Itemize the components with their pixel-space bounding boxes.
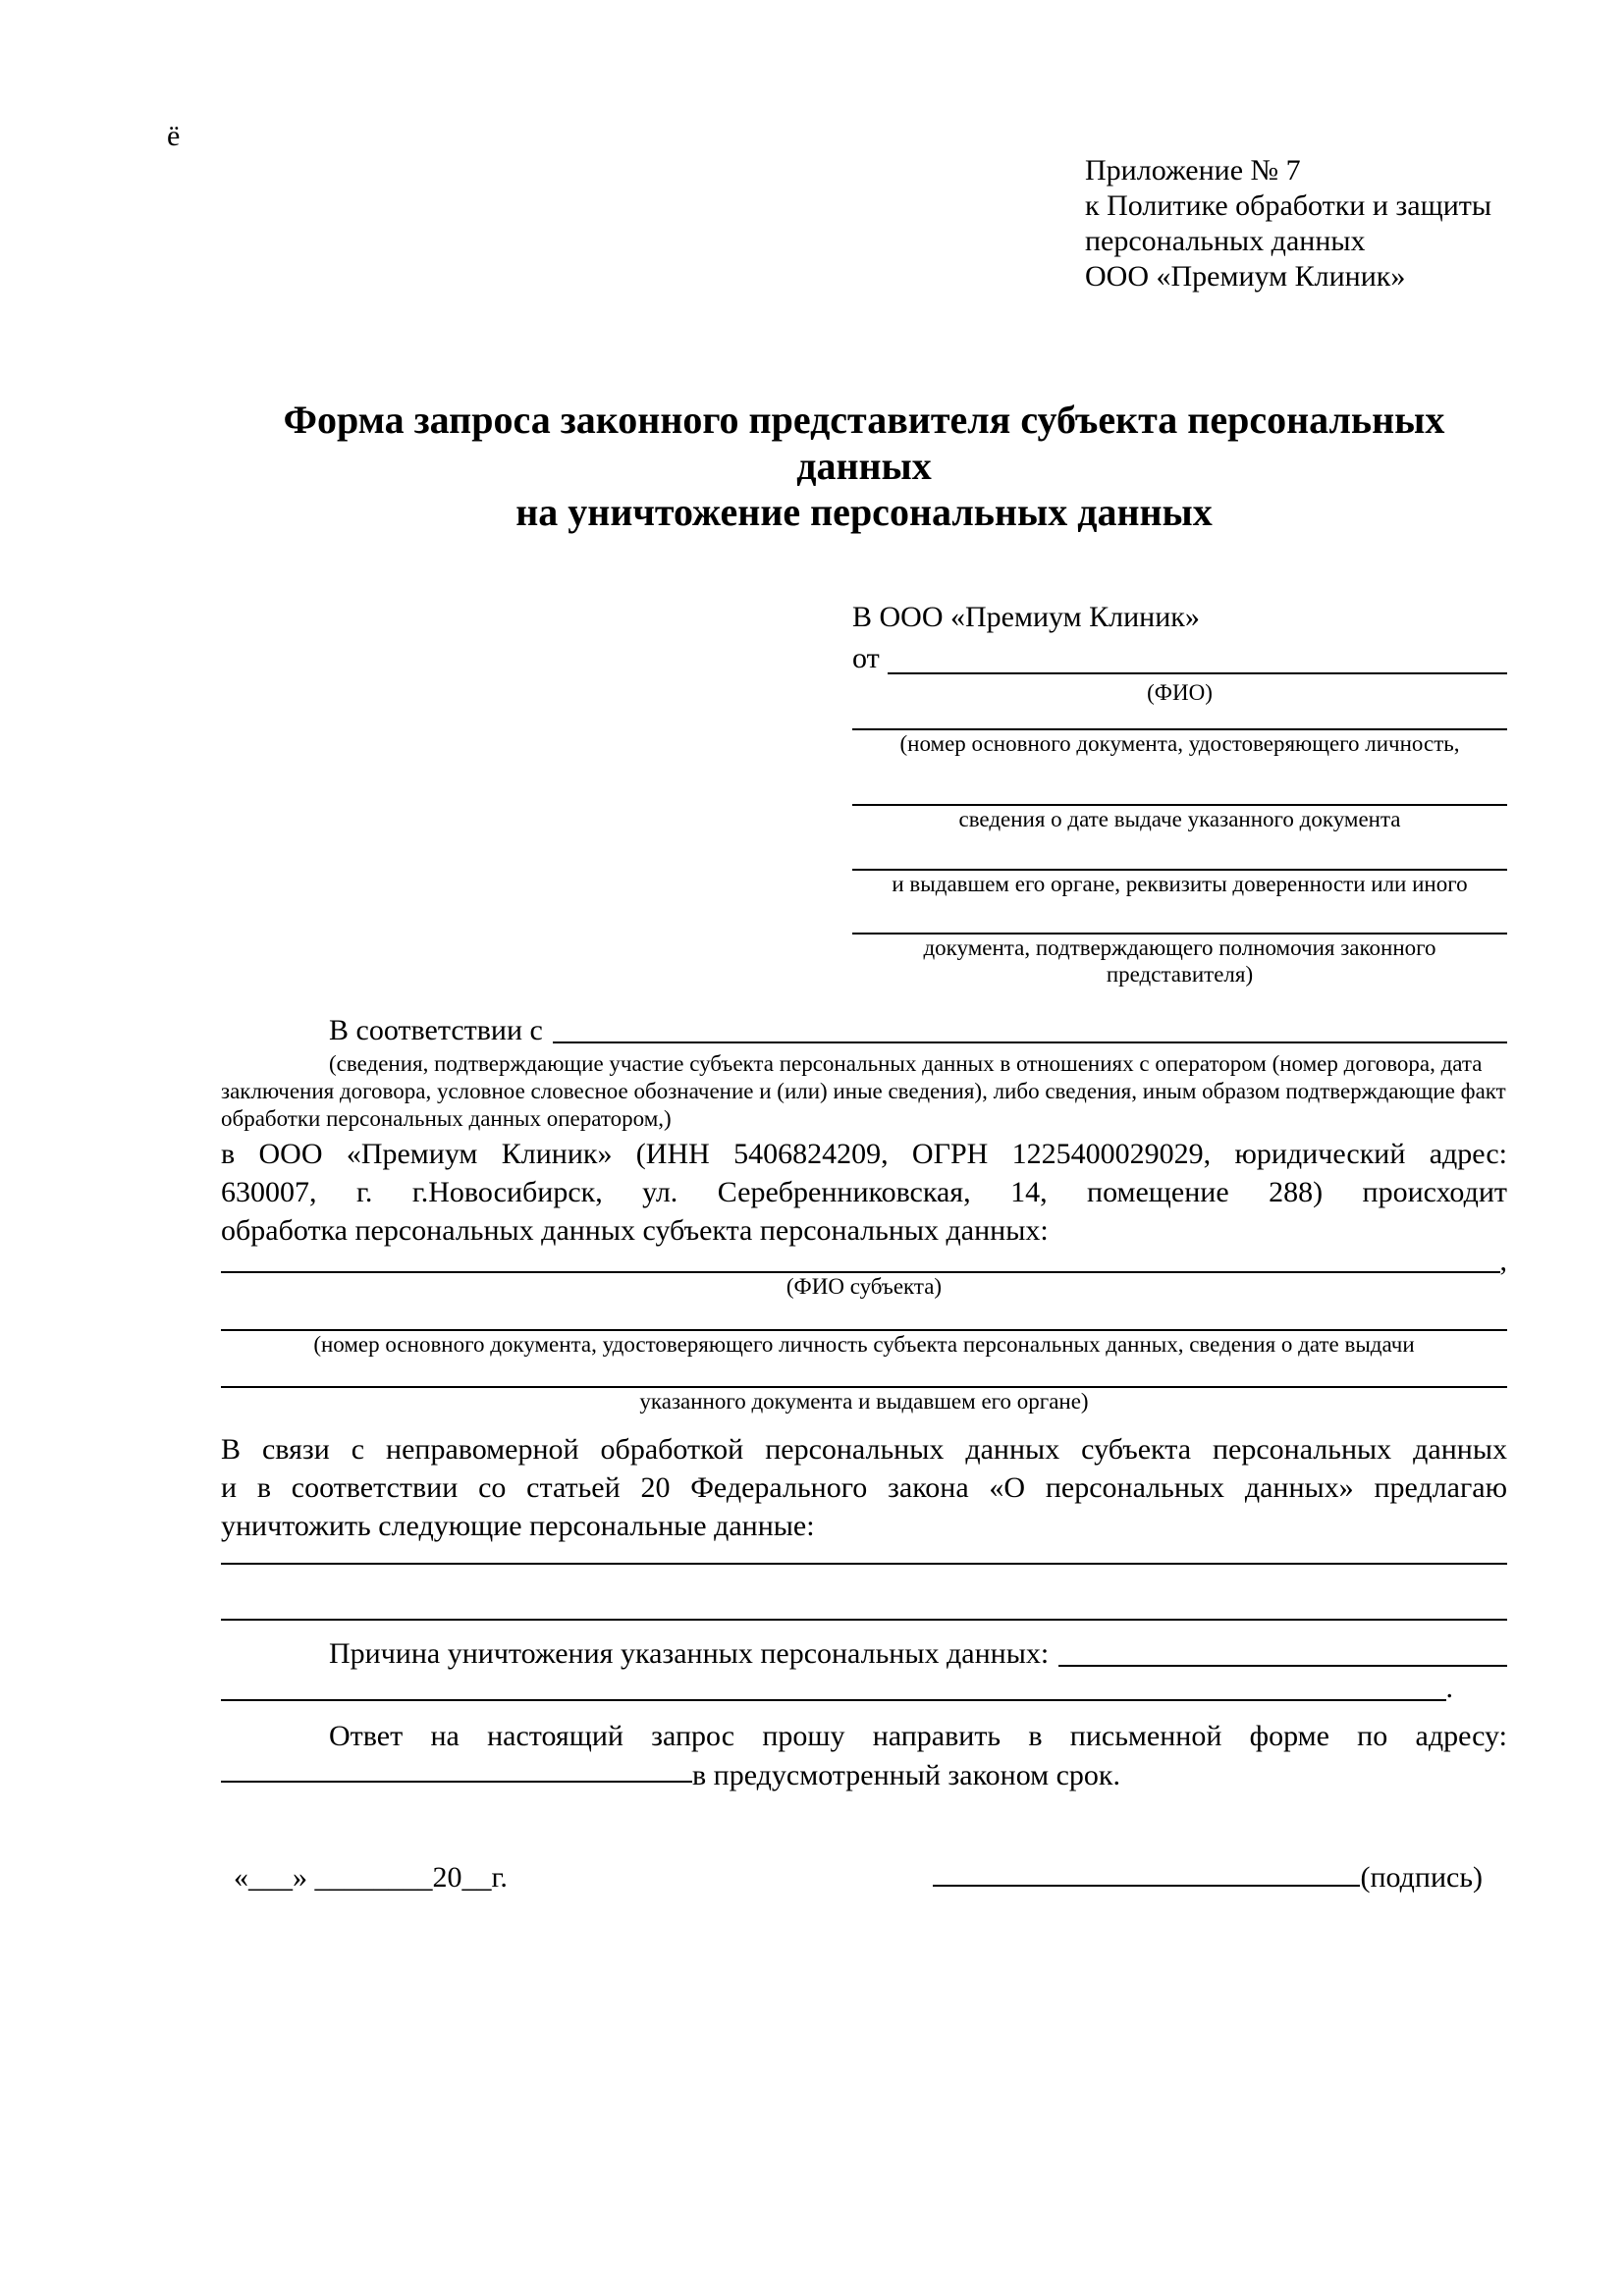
appendix-line-2: к Политике обработки и защиты [1085, 189, 1492, 222]
appendix-line-3: персональных данных [1085, 225, 1366, 257]
footer-row [0, 1861, 1624, 1895]
reason-label: Причина уничтожения указанных персональных данных: [329, 1637, 1050, 1670]
blank-line-issue-date [852, 757, 1507, 806]
blank-line-issuer [852, 832, 1507, 871]
operator-paragraph-line-2: 630007, г. г.Новосибирск, ул. Серебренниковская, 14, помещение 288) происходит [221, 1176, 1507, 1208]
according-caption-line-1: (сведения, подтверждающие участие субъекта персональных данных в отношениях с оператором (номер договора, дата [329, 1051, 1483, 1076]
reason-indent [221, 1634, 329, 1672]
reason-row-2 [221, 1672, 1507, 1704]
blank-line-according [553, 1011, 1507, 1043]
blank-line-fio [888, 642, 1507, 674]
operator-paragraph [221, 1135, 1507, 1250]
period: . [1445, 1672, 1453, 1704]
blank-line-signature [933, 1861, 1360, 1887]
blank-line-subject-doc-2 [221, 1358, 1507, 1388]
blank-line-reason-2 [221, 1674, 1446, 1701]
comma: , [1499, 1245, 1507, 1277]
issue-date-caption: сведения о дате выдаче указанного документа [958, 807, 1401, 831]
request-paragraph-line-2: и в соответствии со статьей 20 Федерального закона «О персональных данных» предлагаю [221, 1471, 1507, 1504]
reason-row [221, 1634, 1507, 1672]
blank-line-doc-number [852, 706, 1507, 730]
operator-paragraph-line-1: в ООО «Премиум Клиник» (ИНН 5406824209, ОГРН 1225400029029, юридический адрес: [221, 1138, 1507, 1170]
reply-tail: в предусмотренный законом срок. [692, 1759, 1120, 1791]
request-paragraph [221, 1430, 1507, 1545]
fio-caption: (ФИО) [1147, 680, 1213, 705]
from-label: от [852, 642, 880, 674]
blank-line-address [221, 1756, 692, 1783]
reply-paragraph: Ответ на настоящий запрос прошу направить в письменной форме по адресу: [329, 1720, 1507, 1752]
doc-number-caption: (номер основного документа, удостоверяющего личность, [899, 731, 1460, 756]
date-line: «___» ________20__г. [234, 1861, 508, 1894]
blank-line-subject-fio [221, 1250, 1500, 1273]
according-caption [221, 1050, 1507, 1133]
title-line-1: Форма запроса законного представителя субъекта персональных данных [283, 398, 1445, 488]
appendix-line-1: Приложение № 7 [1085, 154, 1301, 187]
according-row [221, 1011, 1507, 1050]
according-label: В соответствии с [329, 1014, 543, 1046]
document-title [221, 397, 1507, 535]
addressee-block [852, 601, 1507, 988]
operator-paragraph-line-3: обработка персональных данных субъекта персональных данных: [221, 1214, 1049, 1247]
blank-line-subject-doc [221, 1300, 1507, 1331]
from-row [852, 642, 1507, 679]
blank-line-authority-doc [852, 897, 1507, 934]
title-line-2: на уничтожение персональных данных [515, 490, 1213, 534]
according-caption-line-2: заключения договора, условное словесное обозначение и (или) иные сведения), либо сведения, иным образом подтверждающие факт [221, 1079, 1506, 1103]
according-caption-line-3: обработки персональных данных оператором,) [221, 1106, 672, 1131]
addressee-to: В ООО «Премиум Клиник» [852, 601, 1200, 633]
blank-line-data-2 [221, 1565, 1507, 1621]
signature-caption: (подпись) [1360, 1861, 1483, 1894]
request-paragraph-line-1: В связи с неправомерной обработкой персональных данных субъекта персональных данных [221, 1433, 1507, 1466]
main-body [221, 1011, 1507, 1791]
authority-doc-caption: документа, подтверждающего полномочия законного представителя) [923, 935, 1436, 987]
appendix-block [1085, 153, 1491, 294]
signature-block [933, 1861, 1483, 1894]
blank-line-data-1 [221, 1545, 1507, 1565]
subject-fio-row [221, 1245, 1507, 1277]
appendix-line-4: ООО «Премиум Клиник» [1085, 260, 1406, 293]
issuer-caption: и выдавшем его органе, реквизиты доверенности или иного [892, 872, 1468, 896]
request-paragraph-line-3: уничтожить следующие персональные данные: [221, 1510, 815, 1542]
blank-line-reason [1058, 1634, 1507, 1667]
subject-doc-caption-1: (номер основного документа, удостоверяющего личность субъекта персональных данных, сведения о дате выдачи [313, 1332, 1415, 1357]
subject-doc-caption-2: указанного документа и выдавшем его органе) [639, 1389, 1089, 1414]
reply-row [221, 1756, 1507, 1791]
reason-right-spacer [1453, 1674, 1507, 1701]
subject-fio-caption: (ФИО субъекта) [785, 1274, 943, 1299]
stray-char: ё [167, 120, 181, 152]
